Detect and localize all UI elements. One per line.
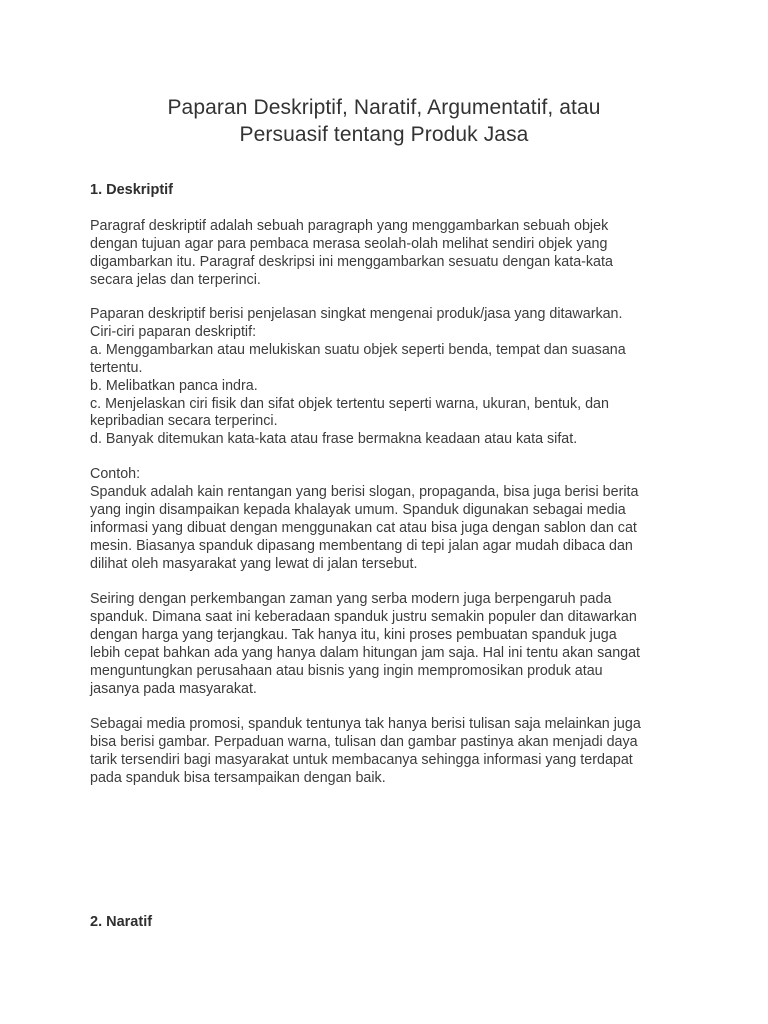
text-line: Spanduk adalah kain rentangan yang berisi slogan, propaganda, bisa juga berisi berita xyxy=(90,483,639,500)
text-line: Paragraf deskriptif adalah sebuah paragraph yang menggambarkan sebuah objek xyxy=(90,218,609,234)
paragraph-development xyxy=(90,591,680,698)
list-item: c. Menjelaskan ciri fisik dan sifat objek tertentu seperti warna, ukuran, bentuk, dan xyxy=(90,395,609,412)
text-line: Sebagai media promosi, spanduk tentunya tak hanya berisi tulisan saja melainkan juga xyxy=(90,716,641,732)
title-line: Paparan Deskriptif, Naratif, Argumentatif, atau xyxy=(167,96,601,119)
text-line: Ciri-ciri paparan deskriptif: xyxy=(90,323,257,340)
text-line: Contoh: xyxy=(90,466,141,482)
text-line: tarik tersendiri bagi masyarakat untuk membacanya sehingga informasi yang terdapat xyxy=(90,751,633,768)
list-item: a. Menggambarkan atau melukiskan suatu objek seperti benda, tempat dan suasana xyxy=(90,341,626,358)
text-line: dengan tujuan agar para pembaca merasa seolah-olah melihat sendiri objek yang xyxy=(90,235,608,252)
paragraph-example xyxy=(90,466,680,573)
section-heading-naratif: 2. Naratif xyxy=(90,914,153,930)
text-line: yang ingin disampaikan kepada khalayak umum. Spanduk digunakan sebagai media xyxy=(90,501,626,518)
text-line: dilihat oleh masyarakat yang lewat di jalan tersebut. xyxy=(90,555,418,572)
text-line: dengan harga yang terjangkau. Tak hanya itu, kini proses pembuatan spanduk juga xyxy=(90,626,617,643)
text-line: secara jelas dan terperinci. xyxy=(90,271,261,288)
list-item: d. Banyak ditemukan kata-kata atau frase bermakna keadaan atau kata sifat. xyxy=(90,431,578,448)
paragraph-characteristics xyxy=(90,306,680,449)
text-line: spanduk. Dimana saat ini keberadaan spanduk justru semakin populer dan ditawarkan xyxy=(90,608,637,625)
text-line: menguntungkan perusahaan atau bisnis yang ingin mempromosikan produk atau xyxy=(90,662,603,679)
paragraph-promotion xyxy=(90,716,680,788)
text-line: bisa berisi gambar. Perpaduan warna, tulisan dan gambar pastinya akan menjadi daya xyxy=(90,733,638,750)
text-line: jasanya pada masyarakat. xyxy=(90,680,257,697)
text-line: informasi yang dibuat dengan menggunakan cat atau bisa juga dengan sablon dan cat xyxy=(90,519,637,536)
document-title xyxy=(80,94,688,148)
text-line: digambarkan itu. Paragraf deskripsi ini menggambarkan sesuatu dengan kata-kata xyxy=(90,253,613,270)
text-line: Seiring dengan perkembangan zaman yang serba modern juga berpengaruh pada xyxy=(90,591,612,607)
text-line: pada spanduk bisa tersampaikan dengan baik. xyxy=(90,769,386,786)
list-item: b. Melibatkan panca indra. xyxy=(90,377,258,394)
text-line: tertentu. xyxy=(90,359,143,376)
text-line: lebih cepat bahkan ada yang hanya dalam hitungan jam saja. Hal ini tentu akan sangat xyxy=(90,644,641,661)
section-heading-deskriptif: 1. Deskriptif xyxy=(90,182,173,198)
text-line: Paparan deskriptif berisi penjelasan singkat mengenai produk/jasa yang ditawarkan. xyxy=(90,306,623,322)
title-line: Persuasif tentang Produk Jasa xyxy=(239,123,529,146)
text-line: kepribadian secara terperinci. xyxy=(90,413,278,430)
paragraph-definition xyxy=(90,218,680,290)
text-line: mesin. Biasanya spanduk dipasang membentang di tepi jalan agar mudah dibaca dan xyxy=(90,537,633,554)
